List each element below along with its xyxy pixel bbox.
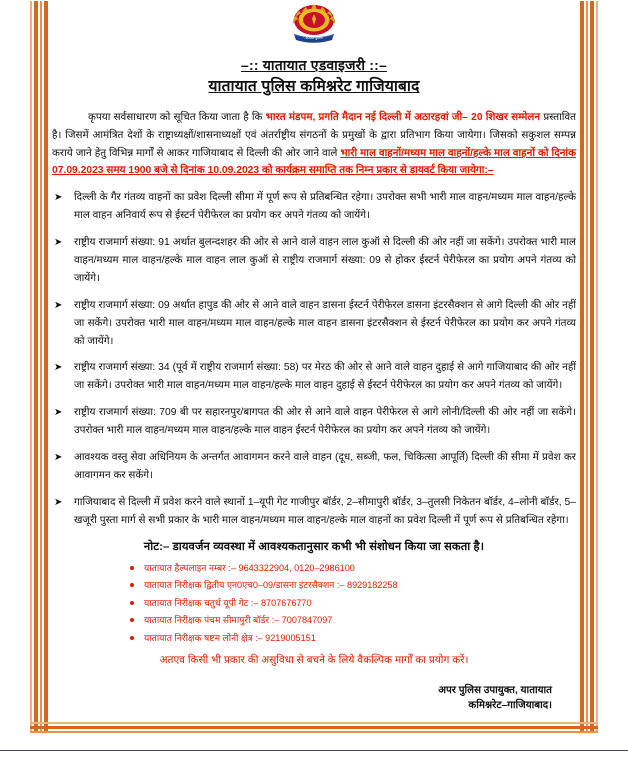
- lead-paragraph: [52, 109, 576, 180]
- emblem-container: [52, 0, 576, 46]
- list-item: [52, 494, 576, 530]
- list-item: [52, 297, 576, 351]
- point-text: राष्ट्रीय राजमार्ग संख्या: 34 (पूर्व में राष्ट्रीय राजमार्ग संख्या: 58) पर मेरठ की ओर से आने वाले वाहन दुहाई से आगे गाजियाबाद की ओर नहीं जा सकेंगे। उपरोक्त भारी माल वाहन/मध्यम माल वाहन/हल्के माल वाहन दुहाई से ईस्टर्न पेरीफेरल का प्रयोग कर अपने गंतव्य को जायेंगे।: [74, 362, 576, 392]
- closing-advice: अतएव किसी भी प्रकार की असुविधा से बचने के लिये वैकल्पिक मार्गों का प्रयोग करें।: [159, 655, 469, 667]
- arrow-bullet-icon: ➤: [54, 496, 63, 508]
- svg-text:उ0प्र0 पुलिस: उ0प्र0 पुलिस: [305, 36, 323, 40]
- point-text: राष्ट्रीय राजमार्ग संख्या: 709 बी पर सहारनपुर/बागपत की ओर से आने वाले वाहन पेरीफेरल से आगे लोनी/दिल्ली की ओर नहीं जा सकेंगे। उपरोक्त भारी माल वाहन/मध्यम माल वाहन/हल्के माल वाहन ईस्टर्न पेरीफेरल का प्रयोग कर अपने गंतव्य को जायेंगे।: [74, 407, 576, 437]
- helpline-list: [52, 561, 576, 645]
- list-item: [52, 234, 576, 288]
- lead-highlight-restriction: भारी माल वाहनों/मध्यम माल वाहनों/हल्के माल वाहनों को दिनांक 07.09.2023 समय 1900 बजे से दिनांक 10.09.2023 को कार्यक्रम समाप्ति तक निम्न प्रकार से डायवर्ट किया जायेगा:–: [52, 147, 576, 177]
- point-text: गाजियाबाद से दिल्ली में प्रवेश करने वाले स्थानों 1–यूपी गेट गाजीपुर बॉर्डर, 2–सीमापुरी बॉर्डर, 3–तुलसी निकेतन बॉर्डर, 4–लोनी बॉर्डर, 5–खजूरी पुस्ता मार्ग से सभी प्रकार के भारी माल वाहन/मध्यम माल वाहन/हल्के माल वाहनों का प्रवेश दिल्ली में पूर्ण रूप से प्रतिबन्धित रहेगा।: [74, 496, 576, 526]
- arrow-bullet-icon: ➤: [54, 236, 63, 248]
- bullet-dot-icon: [130, 566, 134, 570]
- arrow-bullet-icon: ➤: [54, 192, 63, 204]
- list-item: [52, 449, 576, 485]
- note-text: नोट:– डायवर्जन व्यवस्था में आवश्यकतानुसार कभी भी संशोधन किया जा सकता है।: [143, 540, 485, 553]
- helpline-text: यातायात निरीक्षक पंचम सीमापुरी बॉर्डर :– 7007847097: [144, 615, 333, 626]
- arrow-bullet-icon: ➤: [54, 407, 63, 419]
- bottom-rule: [0, 750, 628, 751]
- helpline-text: यातायात निरीक्षक द्वितीय एन0एच0–09/डासना इंटरसैक्शन :– 8929182258: [144, 580, 398, 591]
- list-item: [52, 359, 576, 395]
- bullet-dot-icon: [130, 583, 134, 587]
- list-item: [130, 596, 576, 610]
- point-text: राष्ट्रीय राजमार्ग संख्या: 91 अर्थात बुलन्दशहर की ओर से आने वाले वाहन लाल कुऑ से दिल्ली की ओर नहीं जा सकेंगे। उपरोक्त भारी माल वाहन/मध्यम माल वाहन/हल्के माल वाहन लाल कुऑ से राष्ट्रीय राजमार्ग संख्या: 09 से होकर ईस्टर्न पेरीफेरल का प्रयोग अपने गंतव्य को जायेंगे।: [74, 236, 576, 284]
- up-police-emblem: [286, 2, 342, 46]
- advisory-points-list: [52, 189, 576, 530]
- signature-office: कमिश्नरेट–गाजियाबाद।: [468, 700, 552, 712]
- page-title-advisory: –:: यातायात एडवाइजरी ::–: [240, 57, 388, 73]
- helpline-text: यातायात निरीक्षक चतुर्थ यूपी गेट :– 8707676770: [144, 597, 312, 608]
- bullet-dot-icon: [130, 636, 134, 640]
- list-item: [130, 578, 576, 592]
- arrow-bullet-icon: ➤: [54, 299, 63, 311]
- lead-part1: कृपया सर्वसाधारण को सूचित किया जाता है कि: [88, 112, 266, 124]
- page-title-department: यातायात पुलिस कमिश्नरेट गाजियाबाद: [208, 77, 420, 95]
- helpline-text: यातायात हैल्पलाइन नम्बर :– 9643322904, 0120–2986100: [144, 562, 355, 573]
- point-text: आवश्यक वस्तु सेवा अधिनियम के अन्तर्गत आवागमन करने वाले वाहन (दूध, सब्जी, फल, चिकित्सा आपूर्ति) दिल्ली की सीमा में प्रवेश कर आवागमन कर सकेंगे।: [74, 452, 576, 481]
- signature-designation: अपर पुलिस उपायुक्त, यातायात: [438, 685, 552, 697]
- arrow-bullet-icon: ➤: [54, 452, 63, 464]
- list-item: [130, 561, 576, 575]
- point-text: राष्ट्रीय राजमार्ग संख्या: 09 अर्थात हापुड की ओर से आने वाले वाहन डासना ईस्टर्न पेरीफेरल डासना इंटरसैक्शन से आगे दिल्ली की ओर नहीं जा सकेंगे। उपरोक्त भारी माल वाहन/मध्यम माल वाहन/हल्के माल वाहन डासना इंटरसैक्शन से ईस्टर्न पेरीफेरल का प्रयोग कर अपने गंतव्य को जायेंगे।: [74, 299, 576, 347]
- arrow-bullet-icon: ➤: [54, 362, 63, 374]
- lead-part2: प्रस्तावित है। जिसमें आमंत्रित देशों के राष्ट्राध्यक्षों/शासनाध्यक्षों एवं अंतर्राष्ट्रीय संगठनों के प्रमुखों के द्वारा प्रतिभाग किया जायेगा। जिसको सकुशल सम्पन्न कराये जाने हेतु विभिन्न मार्गों से आकर गाजियाबाद से दिल्ली की ओर जाने वाले: [52, 112, 576, 159]
- list-item: [130, 631, 576, 645]
- list-item: [130, 613, 576, 627]
- bullet-dot-icon: [130, 618, 134, 622]
- title-block: [52, 56, 576, 98]
- list-item: [52, 189, 576, 225]
- signature-block: [52, 683, 576, 714]
- point-text: दिल्ली के गैर गंतव्य वाहनों का प्रवेश दिल्ली सीमा में पूर्ण रूप से प्रतिबन्धित रहेगा। उपरोक्त सभी भारी माल वाहन/मध्यम माल वाहन/हल्के माल वाहन अनिवार्य रूप से ईस्टर्न पेरीफेरल का प्रयोग कर अपने गंतव्य को जायेंगे।: [74, 192, 576, 222]
- lead-highlight-event: भारत मंडपम, प्रगति मैदान नई दिल्ली में अठारहवां जी– 20 शिखर सम्मेलन: [265, 112, 541, 124]
- bullet-dot-icon: [130, 601, 134, 605]
- helpline-text: यातायात निरीक्षक षष्टम लोनी क्षेत्र :– 9219005151: [144, 633, 316, 644]
- list-item: [52, 404, 576, 440]
